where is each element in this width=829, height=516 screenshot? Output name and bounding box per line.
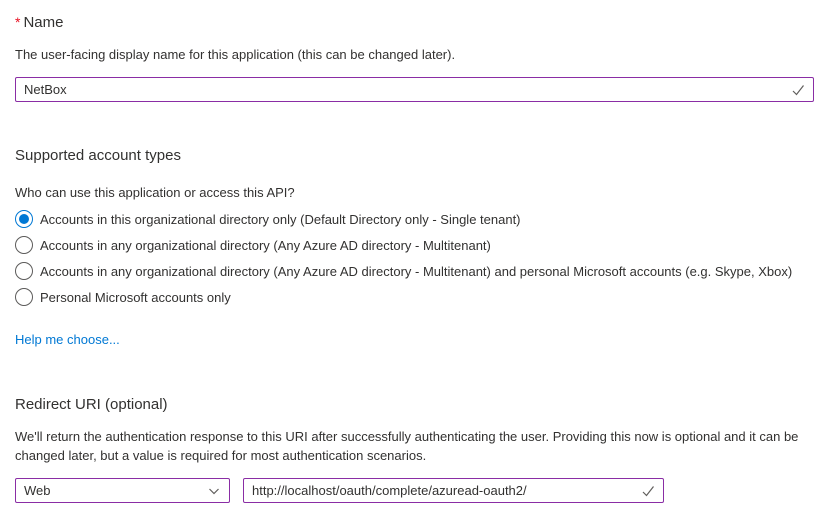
redirect-uri-input-wrapper <box>243 478 664 503</box>
radio-unselected-icon[interactable] <box>15 288 33 306</box>
radio-unselected-icon[interactable] <box>15 236 33 254</box>
name-input[interactable] <box>15 77 814 102</box>
app-registration-form <box>0 12 829 503</box>
radio-selected-icon[interactable] <box>15 210 33 228</box>
redirect-uri-input[interactable] <box>243 478 664 503</box>
radio-option-multitenant[interactable] <box>15 232 814 258</box>
name-section-title <box>15 12 814 33</box>
required-asterisk: * <box>15 14 21 30</box>
radio-option-label: Accounts in any organizational directory (Any Azure AD directory - Multitenant) and personal Microsoft accounts (e.g. Skype, Xbox) <box>40 263 793 279</box>
redirect-uri-row <box>15 478 814 503</box>
account-types-section-title: Supported account types <box>15 147 181 164</box>
account-types-question: Who can use this application or access this API? <box>15 185 295 200</box>
name-section-description: The user-facing display name for this application (this can be changed later). <box>15 47 456 62</box>
platform-select-dropdown[interactable] <box>15 478 230 503</box>
radio-option-label: Personal Microsoft accounts only <box>40 289 231 305</box>
radio-option-personal-only[interactable] <box>15 284 814 310</box>
radio-option-label: Accounts in any organizational directory (Any Azure AD directory - Multitenant) <box>40 237 491 253</box>
redirect-uri-description: We'll return the authentication response to this URI after successfully authenticating the user. Providing this now is optional and it can be changed later, but a value is required for most authentication scenarios. <box>15 429 799 463</box>
radio-unselected-icon[interactable] <box>15 262 33 280</box>
account-types-radio-group <box>15 206 814 310</box>
radio-option-label: Accounts in this organizational directory only (Default Directory only - Single tenant) <box>40 211 521 227</box>
radio-option-multitenant-personal[interactable] <box>15 258 814 284</box>
name-title-text: Name <box>23 14 64 31</box>
redirect-uri-section-title: Redirect URI (optional) <box>15 396 168 413</box>
help-me-choose-link[interactable]: Help me choose... <box>15 332 120 347</box>
radio-option-single-tenant[interactable] <box>15 206 814 232</box>
name-input-wrapper <box>15 77 814 102</box>
platform-selected-value: Web <box>24 483 51 498</box>
chevron-down-icon <box>207 484 221 498</box>
